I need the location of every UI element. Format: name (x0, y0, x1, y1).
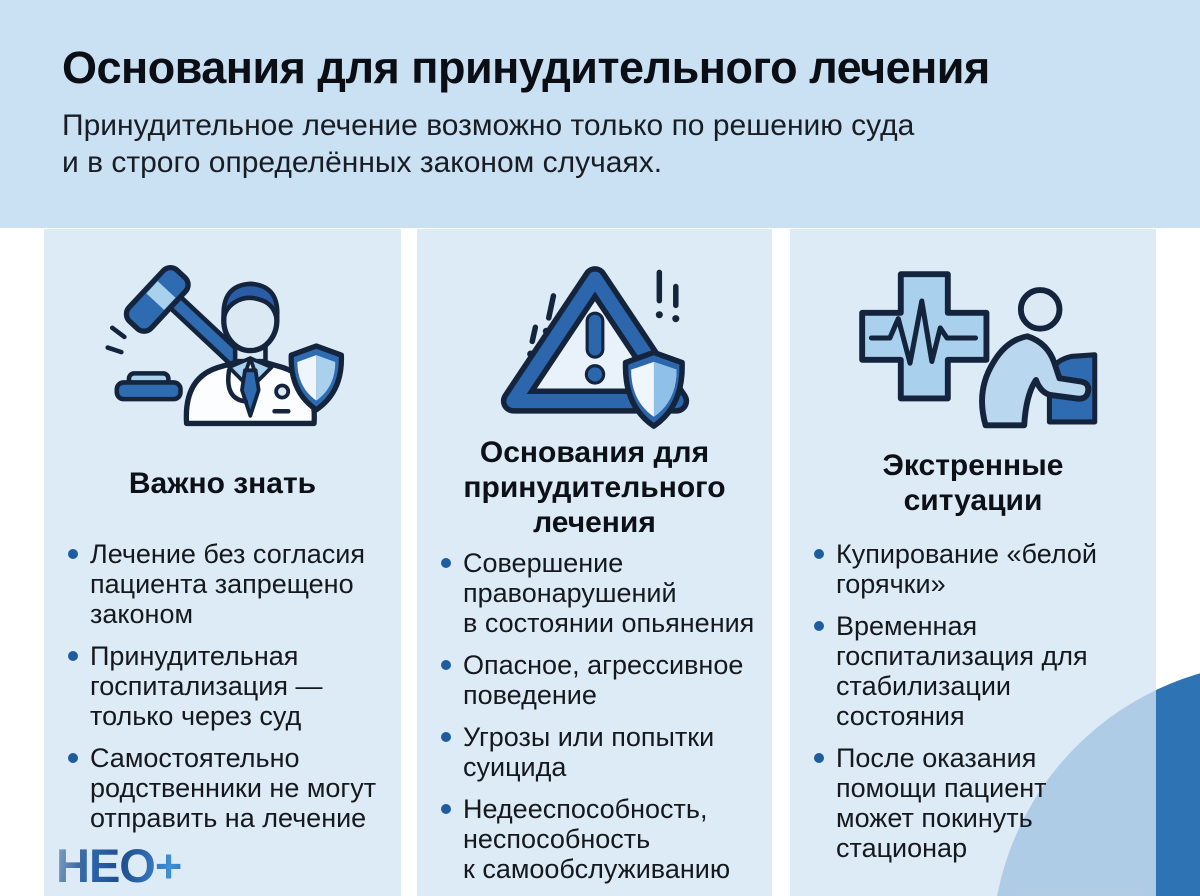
list-item (441, 722, 760, 782)
bullet-icon (68, 651, 78, 661)
bullet-icon (68, 549, 78, 559)
warning-triangle-shield-icon (417, 251, 772, 435)
card-grounds-for-treatment (417, 229, 772, 896)
subtitle-line-1: Принудительное лечение возможно только по решению суда (62, 109, 915, 142)
bullet-list (790, 539, 1156, 863)
list-item (68, 641, 390, 731)
bullet-text: Купирование «белой горячки» (836, 539, 1097, 599)
bullet-icon (68, 753, 78, 763)
bullet-text: Лечение без согласия пациента запрещено законом (90, 539, 365, 629)
gavel-doctor-shield-illustration (73, 255, 373, 431)
bullet-icon (441, 804, 451, 814)
bullet-text: После оказания помощи пациент может покинуть стационар (836, 743, 1047, 863)
card-title: Основания для принудительного лечения (463, 436, 726, 539)
bullet-icon (814, 621, 824, 631)
card-title: Важно знать (128, 466, 317, 500)
bullet-icon (441, 660, 451, 670)
cards-row (44, 229, 1156, 896)
bullet-icon (814, 753, 824, 763)
list-item (68, 539, 390, 629)
list-item (814, 539, 1116, 599)
list-item (68, 743, 390, 833)
bullet-icon (441, 558, 451, 568)
bullet-text: Угрозы или попытки суицида (463, 722, 715, 782)
bullet-icon (814, 549, 824, 559)
neo-plus-logo: НЕО+ (56, 839, 182, 892)
bullet-list (417, 548, 772, 884)
page-subtitle (62, 107, 1160, 181)
list-item (441, 650, 760, 710)
card-important-to-know (44, 229, 401, 896)
header (0, 0, 1200, 228)
bullet-text: Самостоятельно родственники не могут отправить на лечение (90, 743, 377, 833)
bullet-icon (441, 732, 451, 742)
card-emergency-situations (790, 229, 1156, 896)
medical-cross-patient-icon (790, 251, 1156, 435)
gavel-doctor-shield-icon (44, 251, 401, 435)
card-title: Экстренные ситуации (882, 449, 1064, 517)
list-item (441, 794, 760, 884)
medical-cross-patient-illustration (829, 254, 1117, 432)
page-title: Основания для принудительного лечения (62, 42, 990, 93)
list-item (441, 548, 760, 638)
bullet-text: Опасное, агрессивное поведение (463, 650, 744, 710)
bullet-list (44, 539, 401, 833)
bullet-text: Временная госпитализация для стабилизации состояния (836, 611, 1088, 731)
list-item (814, 611, 1116, 731)
list-item (814, 743, 1116, 863)
warning-triangle-shield-illustration (469, 252, 721, 434)
bullet-text: Недееспособность, неспособность к самообслуживанию (463, 794, 731, 884)
subtitle-line-2: и в строго определённых законом случаях. (62, 146, 663, 179)
bullet-text: Совершение правонарушений в состоянии опьянения (463, 548, 755, 638)
bullet-text: Принудительная госпитализация — только через суд (90, 641, 323, 731)
